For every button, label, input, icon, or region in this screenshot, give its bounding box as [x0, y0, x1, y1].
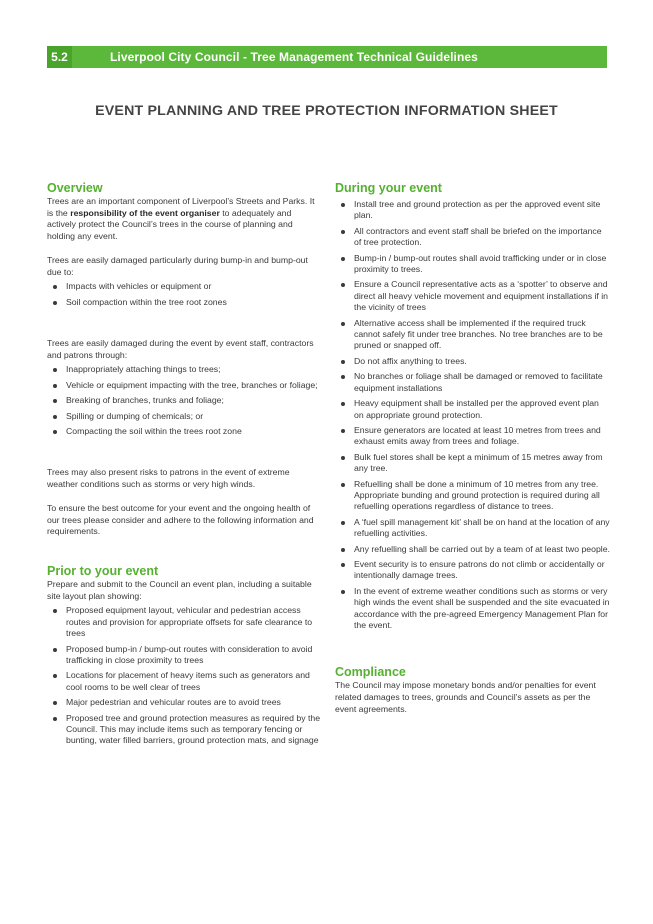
list-item: Any refuelling shall be carried out by a team of at least two people.	[335, 544, 610, 555]
bump-list	[47, 281, 322, 308]
header-banner	[47, 46, 607, 68]
list-item: Locations for placement of heavy items such as generators and cool rooms to be well clear of trees	[47, 670, 322, 693]
section-badge: 5.2	[47, 46, 72, 68]
list-item: Heavy equipment shall be installed per the approved event plan on appropriate ground protection.	[335, 398, 610, 421]
list-item: Bulk fuel stores shall be kept a minimum of 15 metres away from any tree.	[335, 452, 610, 475]
overview-intro-before: Trees are an important component of Liverpool’s Streets and Parks. It is the	[47, 196, 315, 218]
bullet-icon	[341, 360, 345, 364]
list-item: All contractors and event staff shall be briefed on the importance of tree protection.	[335, 226, 610, 249]
bullet-icon	[53, 399, 57, 403]
event-damage-intro: Trees are easily damaged during the event by event staff, contractors and patrons through:	[47, 338, 314, 360]
during-list	[335, 199, 610, 631]
bullet-icon	[341, 257, 345, 261]
list-item: Proposed equipment layout, vehicular and pedestrian access routes and provision for appropriate offsets for safe clearance to trees	[47, 605, 322, 639]
bullet-icon	[341, 456, 345, 460]
bullet-icon	[341, 283, 345, 287]
prior-list	[47, 605, 322, 746]
bullet-icon	[341, 548, 345, 552]
overview-intro-after: to adequately and actively protect the Council’s trees in the course of planning and holding any event.	[47, 207, 293, 242]
list-item: Bump-in / bump-out routes shall avoid trafficking under or in close proximity to trees.	[335, 253, 610, 276]
left-column	[47, 181, 322, 751]
bullet-icon	[53, 384, 57, 388]
bullet-icon	[53, 368, 57, 372]
risk-text: Trees may also present risks to patrons in the event of extreme weather conditions such as storms or very high winds.	[47, 467, 290, 490]
list-item: Compacting the soil within the trees root zone	[47, 426, 322, 437]
prior-intro: Prepare and submit to the Council an event plan, including a suitable site layout plan showing:	[47, 578, 312, 601]
during-heading: During your event	[335, 181, 442, 195]
bullet-icon	[53, 430, 57, 434]
right-column	[335, 181, 610, 716]
list-item: In the event of extreme weather conditions such as storms or very high winds the event shall be suspended and the site evacuated in accordance with the pre-agreed Emergency Management Plan for the event.	[335, 586, 610, 632]
list-item: Proposed bump-in / bump-out routes with consideration to avoid trafficking in close proximity to trees	[47, 644, 322, 667]
list-item: Ensure generators are located at least 10 metres from trees and exhaust emits away from trees and foliage.	[335, 425, 610, 448]
bullet-icon	[341, 483, 345, 487]
header-title: Liverpool City Council - Tree Management Technical Guidelines	[110, 50, 478, 64]
bullet-icon	[53, 717, 57, 721]
bullet-icon	[341, 521, 345, 525]
bullet-icon	[53, 301, 57, 305]
bullet-icon	[341, 563, 345, 567]
compliance-heading: Compliance	[335, 665, 406, 680]
list-item: Breaking of branches, trunks and foliage;	[47, 395, 322, 406]
overview-intro	[47, 196, 322, 243]
list-item: Inappropriately attaching things to trees;	[47, 364, 322, 375]
bullet-icon	[53, 648, 57, 652]
list-item: Proposed tree and ground protection measures as required by the Council. This may include items such as temporary fencing or bunting, water filled barriers, ground protection mats, and signage	[47, 713, 322, 747]
list-item: Ensure a Council representative acts as a ‘spotter’ to observe and direct all heavy vehicle movement and equipment installations if in the vicinity of trees	[335, 279, 610, 313]
list-item: Soil compaction within the tree root zones	[47, 297, 322, 308]
compliance-text: The Council may impose monetary bonds and/or penalties for event related damages to trees, grounds and Council’s assets as per the event agreements.	[335, 680, 596, 714]
bullet-icon	[53, 285, 57, 289]
list-item: Do not affix anything to trees.	[335, 356, 610, 367]
list-item: Vehicle or equipment impacting with the tree, branches or foliage;	[47, 380, 322, 391]
event-damage-list	[47, 364, 322, 437]
list-item: A ‘fuel spill management kit’ shall be on hand at the location of any refuelling activities.	[335, 517, 610, 540]
bullet-icon	[341, 429, 345, 433]
list-item: Spilling or dumping of chemicals; or	[47, 411, 322, 422]
bullet-icon	[53, 609, 57, 613]
overview-intro-bold: responsibility of the event organiser	[70, 207, 220, 218]
overview-heading: Overview	[47, 181, 103, 195]
bullet-icon	[53, 415, 57, 419]
bullet-icon	[53, 701, 57, 705]
bullet-icon	[341, 230, 345, 234]
list-item: Event security is to ensure patrons do not climb or accidentally or intentionally damage trees.	[335, 559, 610, 582]
bullet-icon	[341, 402, 345, 406]
prior-heading: Prior to your event	[47, 563, 159, 578]
bullet-icon	[341, 590, 345, 594]
bullet-icon	[53, 674, 57, 678]
list-item: Alternative access shall be implemented if the required truck cannot safely fit under tree branches. No tree branches are to be pruned or snapped off.	[335, 318, 610, 352]
bullet-icon	[341, 375, 345, 379]
list-item: Install tree and ground protection as per the approved event site plan.	[335, 199, 610, 222]
list-item: Major pedestrian and vehicular routes are to avoid trees	[47, 697, 322, 708]
page-title: EVENT PLANNING AND TREE PROTECTION INFORMATION SHEET	[95, 103, 558, 119]
bump-intro: Trees are easily damaged particularly during bump-in and bump-out due to:	[47, 254, 308, 277]
list-item: Refuelling shall be done a minimum of 10 metres from any tree. Appropriate bunding and ground protection is required during all refuelling operations regardless of distance to trees.	[335, 479, 610, 513]
bullet-icon	[341, 203, 345, 207]
list-item: No branches or foliage shall be damaged or removed to facilitate equipment installations	[335, 371, 610, 394]
bullet-icon	[341, 322, 345, 326]
outcome-text: To ensure the best outcome for your event and the ongoing health of our trees please consider and adhere to the following information and requirements.	[47, 502, 314, 537]
list-item: Impacts with vehicles or equipment or	[47, 281, 322, 292]
